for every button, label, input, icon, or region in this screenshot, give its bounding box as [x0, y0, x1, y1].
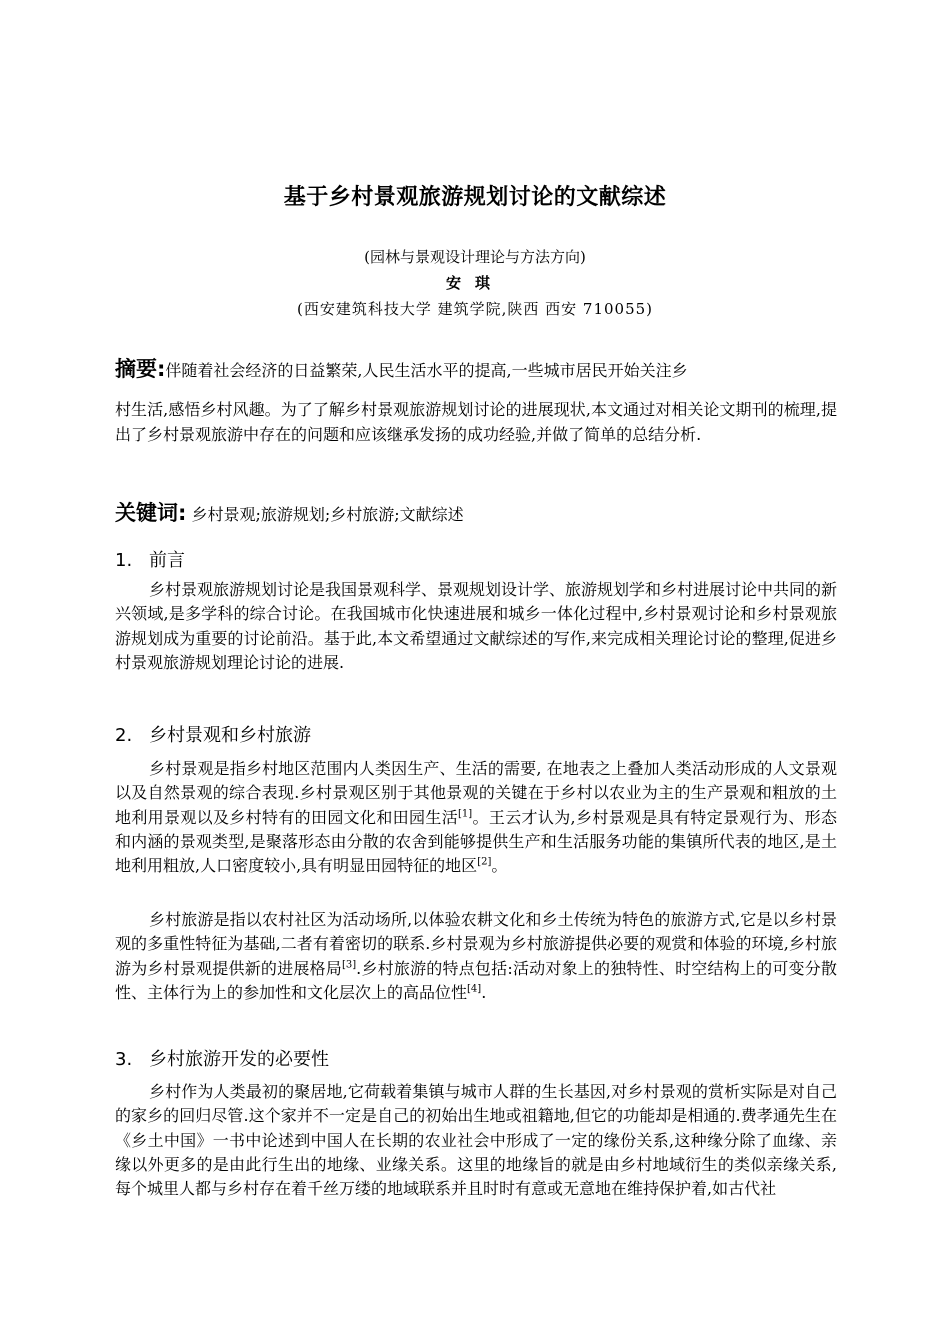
section-3-number: 3. [115, 1049, 133, 1070]
section-2-p1-text-c: 。 [491, 856, 508, 876]
section-2-p1-text-b: 。王云才认为,乡村景观是具有特定景观行为、形态和内涵的景观类型,是聚落形态由分散的农舍到能够提供生产和生活服务功能的集镇所代表的地区,是土地利用粗放,人口密度较小,具有明显田园特征的地区 [115, 807, 837, 876]
affiliation: (西安建筑科技大学 建筑学院,陕西 西安 710055) [296, 300, 654, 318]
section-3-heading [115, 1045, 837, 1071]
section-1-heading [115, 546, 837, 572]
author: 安琪 [445, 274, 504, 292]
citation-2: [2] [477, 856, 492, 868]
section-1-paragraph: 乡村景观旅游规划讨论是我国景观科学、景观规划设计学、旅游规划学和乡村进展讨论中共同的新兴领域,是多学科的综合讨论。在我国城市化快速进展和城乡一体化过程中,乡村景观讨论和乡村景观旅游规划成为重要的讨论前沿。基于此,本文希望通过文献综述的写作,来完成相关理论讨论的整理,促进乡村景观旅游规划理论讨论的进展. [115, 580, 838, 672]
section-1-title: 前言 [149, 550, 185, 571]
keywords-row [115, 497, 837, 527]
keywords-label: 关键词: [115, 501, 187, 525]
citation-1: [1] [458, 808, 473, 820]
section-1-number: 1. [115, 550, 133, 571]
abstract-label: 摘要: [115, 357, 166, 381]
section-3-paragraph: 乡村作为人类最初的聚居地,它荷载着集镇与城市人群的生长基因,对乡村景观的赏析实际是对自己的家乡的回归尽管.这个家并不一定是自己的初始出生地或祖籍地,但它的功能却是相通的.费孝通先生在《乡土中国》一书中论述到中国人在长期的农业社会中形成了一定的缘份关系,这种缘分除了血缘、亲缘以外更多的是由此行生出的地缘、业缘关系。这里的地缘旨的就是由乡村地域衍生的类似亲缘关系,每个城里人都与乡村存在着千丝万缕的地域联系并且时时有意或无意地在维持保护着,如古代社 [115, 1082, 837, 1199]
paper-title: 基于乡村景观旅游规划讨论的文献综述 [283, 185, 667, 210]
section-3-title: 乡村旅游开发的必要性 [149, 1049, 329, 1070]
section-2-paragraph-1 [115, 757, 837, 878]
abstract-body: 村生活,感悟乡村风趣。为了了解乡村景观旅游规划讨论的进展现状,本文通过对相关论文期刊的梳理,提出了乡村景观旅游中存在的问题和应该继承发扬的成功经验,并做了简单的总结分析. [115, 400, 837, 444]
section-2-number: 2. [115, 725, 133, 746]
section-2-p2-text-a: 乡村旅游是指以农村社区为活动场所,以体验农耕文化和乡土传统为特色的旅游方式,它是以乡村景观的多重性特征为基础,二者有着密切的联系.乡村景观为乡村旅游提供必要的观赏和体验的环境,乡村旅游为乡村景观提供新的进展格局 [115, 910, 837, 978]
section-2-title: 乡村景观和乡村旅游 [149, 725, 311, 746]
section-2-heading [115, 721, 837, 747]
section-2-p2-text-b: .乡村旅游的特点包括:活动对象上的独特性、时空结构上的可变分散性、主体行为上的参加性和文化层次上的高品位性 [115, 958, 837, 1002]
section-2-p2-text-c: . [481, 982, 487, 1002]
citation-3: [3] [341, 959, 357, 971]
abstract-first-line [115, 358, 837, 382]
section-2-p1-text-a: 乡村景观是指乡村地区范围内人类因生产、生活的需要, 在地表之上叠加人类活动形成的人文景观以及自然景观的综合表现.乡村景观区别于其他景观的关键在于乡村以农业为主的生产景观和粗放的土地利用景观以及乡村特有的田园文化和田园生活 [115, 759, 837, 827]
section-2-paragraph-2 [115, 908, 837, 1005]
citation-4: [4] [467, 983, 482, 995]
subtitle: (园林与景观设计理论与方法方向) [364, 248, 586, 266]
keywords-text: 乡村景观;旅游规划;乡村旅游;文献综述 [191, 505, 464, 524]
abstract-first-text: 伴随着社会经济的日益繁荣,人民生活水平的提高,一些城市居民开始关注乡 [165, 361, 688, 380]
